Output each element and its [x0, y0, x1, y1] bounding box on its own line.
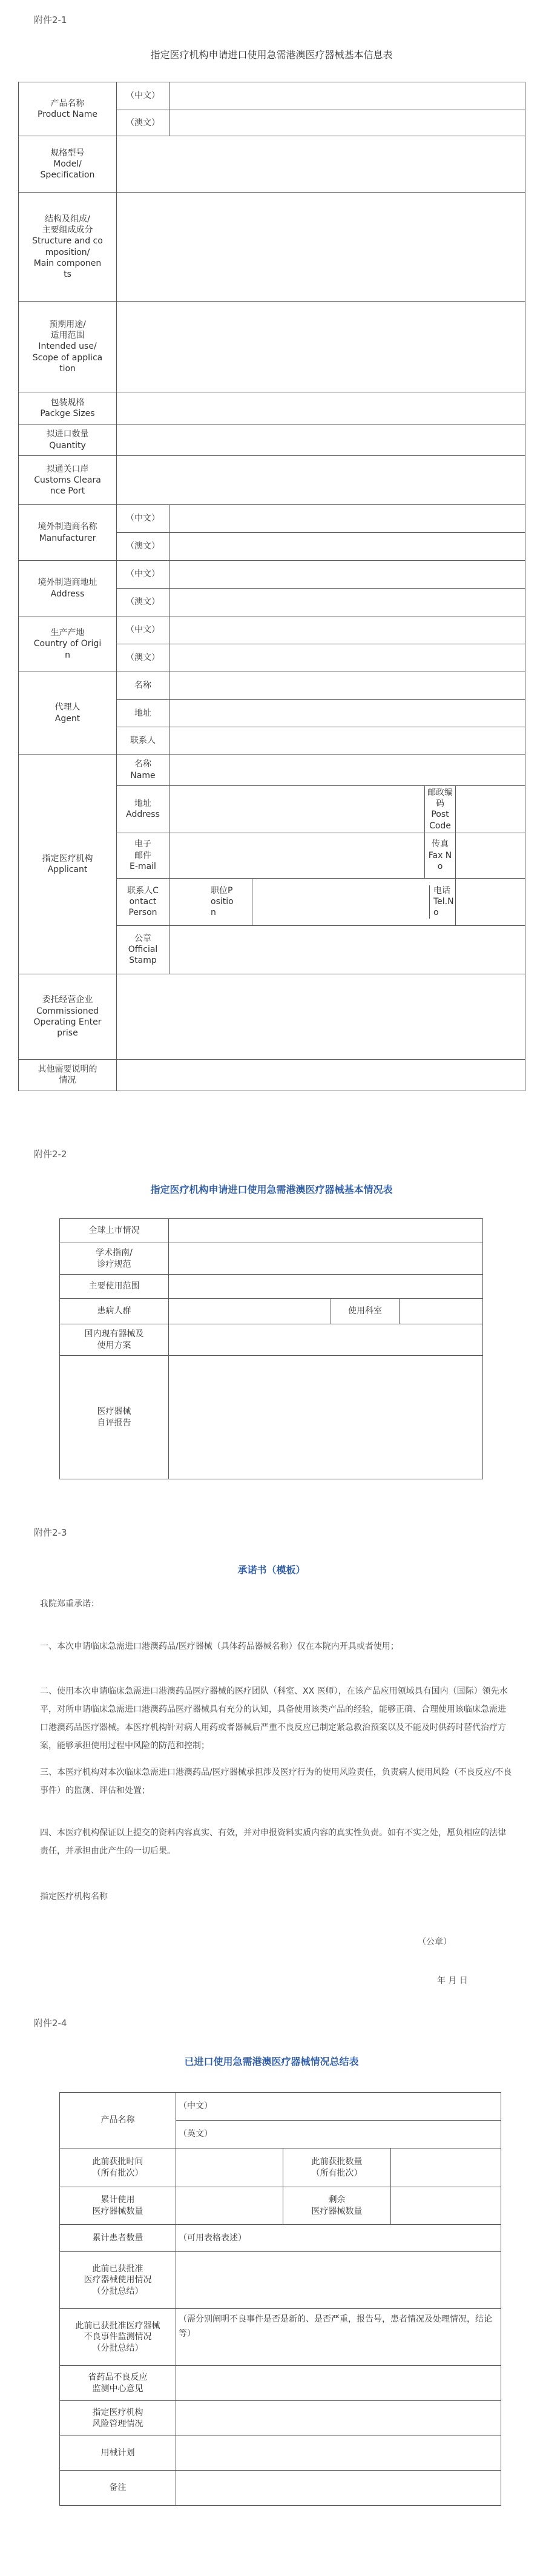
applicant-name-field[interactable]: [169, 755, 525, 786]
promise-paragraph-1: 一、本次申请临床急需进口港澳药品/医疗器械（具体药品器械名称）仅在本院内开具或者使用；: [40, 1642, 399, 1651]
agent-name-field[interactable]: [169, 672, 525, 700]
patients-field[interactable]: [169, 1299, 331, 1324]
adverse-field[interactable]: （需分别阐明不良事件是否是新的、是否严重，报告号，患者情况及处理情况，结论等）: [176, 2309, 501, 2366]
intended-use-label: 预期用途/ 适用范围 Intended use/ Scope of applica tion: [19, 302, 117, 392]
email-field[interactable]: [169, 833, 425, 878]
manufacturer-zh-label: （中文）: [117, 505, 169, 533]
approval-time-field[interactable]: [176, 2148, 283, 2187]
commissioned-label: 委托经营企业 Commissioned Operating Enter prise: [19, 974, 117, 1059]
promise-paragraph-4: 四、本医疗机构保证以上提交的资料内容真实、有效，并对申报资料实质内容的真实性负责。如有不实之处，愿负相应的法律责任，并承担由此产生的一切后果。: [40, 1828, 506, 1856]
attachment-2-3-title: 承诺书（模板）: [237, 1564, 306, 1576]
remarks-label: 备注: [60, 2471, 176, 2506]
commissioned-field[interactable]: [117, 974, 525, 1059]
address-zh-label: （中文）: [117, 561, 169, 589]
self-eval-label: 医疗器械 自评报告: [60, 1356, 169, 1479]
basic-info-table: [18, 82, 525, 1091]
product-name-label: 产品名称 Product Name: [19, 82, 117, 136]
dept-field[interactable]: [400, 1299, 483, 1324]
remarks-field[interactable]: [176, 2471, 501, 2506]
structure-field[interactable]: [117, 193, 525, 302]
plan-label: 用械计划: [60, 2436, 176, 2471]
attachment-2-3-label: 附件2-3: [34, 1527, 67, 1538]
promise-signer: 指定医疗机构名称: [40, 1892, 108, 1901]
applicant-address-label: 地址 Address: [117, 786, 169, 833]
agent-name-label: 名称: [117, 672, 169, 700]
risk-label: 指定医疗机构 风险管理情况: [60, 2401, 176, 2436]
plan-field[interactable]: [176, 2436, 501, 2471]
other-label: 其他需要说明的 情况: [19, 1059, 117, 1091]
agent-contact-label: 联系人: [117, 727, 169, 755]
model-field[interactable]: [117, 136, 525, 193]
tel-field[interactable]: [456, 878, 525, 925]
quantity-label: 拟进口数量 Quantity: [19, 424, 117, 456]
package-label: 包装规格 Packge Sizes: [19, 392, 117, 424]
package-field[interactable]: [117, 392, 525, 424]
agent-address-field[interactable]: [169, 700, 525, 727]
listing-label: 全球上市情况: [60, 1219, 169, 1243]
origin-en-field[interactable]: [169, 644, 525, 672]
customs-field[interactable]: [117, 456, 525, 505]
email-label: 电子 邮件 E-mail: [117, 833, 169, 878]
customs-label: 拟通关口岸 Customs Cleara nce Port: [19, 456, 117, 505]
dept-label: 使用科室: [331, 1299, 400, 1324]
applicant-label: 指定医疗机构 Applicant: [19, 755, 117, 974]
attachment-2-1-title: 指定医疗机构申请进口使用急需港澳医疗器械基本信息表: [150, 49, 393, 61]
promise-salutation: 我院郑重承诺：: [40, 1599, 99, 1609]
s-product-zh-field[interactable]: （中文）: [176, 2093, 501, 2121]
product-name-zh-field[interactable]: [169, 82, 525, 110]
manufacturer-label: 境外制造商名称 Manufacturer: [19, 505, 117, 561]
product-name-en-label: （澳文）: [117, 110, 169, 136]
s-product-name-label: 产品名称: [60, 2093, 176, 2148]
domestic-field[interactable]: [169, 1324, 483, 1356]
basic-situation-table: [59, 1218, 483, 1479]
manufacturer-en-field[interactable]: [169, 533, 525, 561]
adverse-label: 此前已获批准医疗器械 不良事件监测情况 （分批总结）: [60, 2309, 176, 2366]
applicant-address-field[interactable]: [169, 786, 425, 833]
quantity-field[interactable]: [117, 424, 525, 456]
position-label: 职位P ositio n: [169, 878, 252, 925]
fax-label: 传真 Fax No: [425, 833, 456, 878]
origin-label: 生产产地 Country of Origi n: [19, 616, 117, 672]
guide-label: 学术指南/ 诊疗规范: [60, 1243, 169, 1275]
promise-paragraph-2: 二、使用本次申请临床急需进口港澳药品医疗器械的医疗团队（科室、XX 医师），在该产品应用领域具有国内（国际）领先水平，对所申请临床急需进口港澳药品医疗器械具有充分的认知，具备使用该类产品的经验，能够正确、合理使用该临床急需进口港澳药品医疗器械。本医疗机构针对病人用药或者器械后严重不良反应已制定紧急救治预案以及不能及时供药时替代治疗方案，能够承担使用过程中风险的防范和控制；: [40, 1686, 508, 1751]
cum-use-field[interactable]: [176, 2187, 283, 2225]
promise-seal: （公章）: [418, 1937, 452, 1947]
guide-field[interactable]: [169, 1243, 483, 1275]
stamp-field[interactable]: [169, 925, 525, 974]
contact-person-label: 联系人C ontact Person: [117, 878, 169, 925]
promise-date: 年 月 日: [437, 1976, 468, 1986]
other-field[interactable]: [117, 1059, 525, 1091]
attachment-2-4-label: 附件2-4: [34, 2018, 67, 2029]
agent-contact-field[interactable]: [169, 727, 525, 755]
self-eval-field[interactable]: [169, 1356, 483, 1479]
agent-address-label: 地址: [117, 700, 169, 727]
applicant-name-label: 名称 Name: [117, 755, 169, 786]
model-label: 规格型号 Model/ Specification: [19, 136, 117, 193]
post-code-field[interactable]: [456, 786, 525, 833]
domestic-label: 国内现有器械及 使用方案: [60, 1324, 169, 1356]
cum-patients-field[interactable]: （可用表格表述）: [176, 2225, 501, 2252]
cum-use-label: 累计使用 医疗器械数量: [60, 2187, 176, 2225]
usage-label: 此前已获批准 医疗器械使用情况 （分批总结）: [60, 2252, 176, 2309]
approval-qty-label: 此前获批数量 （所有批次）: [283, 2148, 391, 2187]
structure-label: 结构及组成/ 主要组成成分 Structure and co mposition/ Main componen ts: [19, 193, 117, 302]
usage-field[interactable]: [176, 2252, 501, 2309]
address-en-label: （澳文）: [117, 589, 169, 616]
provincial-label: 省药品不良反应 监测中心意见: [60, 2366, 176, 2401]
position-field[interactable]: 电话 Tel.N o: [252, 878, 456, 925]
address-en-field[interactable]: [169, 589, 525, 616]
summary-table: [59, 2092, 501, 2506]
s-product-en-field[interactable]: （英文）: [176, 2121, 501, 2148]
fax-field[interactable]: [456, 833, 525, 878]
scope-label: 主要使用范围: [60, 1275, 169, 1299]
product-name-en-field[interactable]: [169, 110, 525, 136]
address-label: 境外制造商地址 Address: [19, 561, 117, 616]
provincial-field[interactable]: [176, 2366, 501, 2401]
origin-zh-label: （中文）: [117, 616, 169, 644]
intended-use-field[interactable]: [117, 302, 525, 392]
remain-label: 剩余 医疗器械数量: [283, 2187, 391, 2225]
attachment-2-1-label: 附件2-1: [34, 15, 67, 25]
scope-field[interactable]: [169, 1275, 483, 1299]
manufacturer-zh-field[interactable]: [169, 505, 525, 533]
risk-field[interactable]: [176, 2401, 501, 2436]
listing-field[interactable]: [169, 1219, 483, 1243]
origin-zh-field[interactable]: [169, 616, 525, 644]
agent-label: 代理人 Agent: [19, 672, 117, 755]
approval-time-label: 此前获批时间 （所有批次）: [60, 2148, 176, 2187]
origin-en-label: （澳文）: [117, 644, 169, 672]
manufacturer-en-label: （澳文）: [117, 533, 169, 561]
attachment-2-2-label: 附件2-2: [34, 1149, 67, 1160]
attachment-2-2-title: 指定医疗机构申请进口使用急需港澳医疗器械基本情况表: [150, 1184, 393, 1195]
remain-field[interactable]: [391, 2187, 501, 2225]
promise-paragraph-3: 三、本医疗机构对本次临床急需进口港澳药品/医疗器械承担涉及医疗行为的使用风险责任，负责病人使用风险（不良反应/不良事件）的监测、评估和处置；: [40, 1768, 512, 1795]
post-code-label: 邮政编码 Post Code: [425, 786, 456, 833]
address-zh-field[interactable]: [169, 561, 525, 589]
cum-patients-label: 累计患者数量: [60, 2225, 176, 2252]
product-name-zh-label: （中文）: [117, 82, 169, 110]
patients-label: 患病人群: [60, 1299, 169, 1324]
attachment-2-4-title: 已进口使用急需港澳医疗器械情况总结表: [184, 2056, 359, 2067]
approval-qty-field[interactable]: [391, 2148, 501, 2187]
stamp-label: 公章 Official Stamp: [117, 925, 169, 974]
